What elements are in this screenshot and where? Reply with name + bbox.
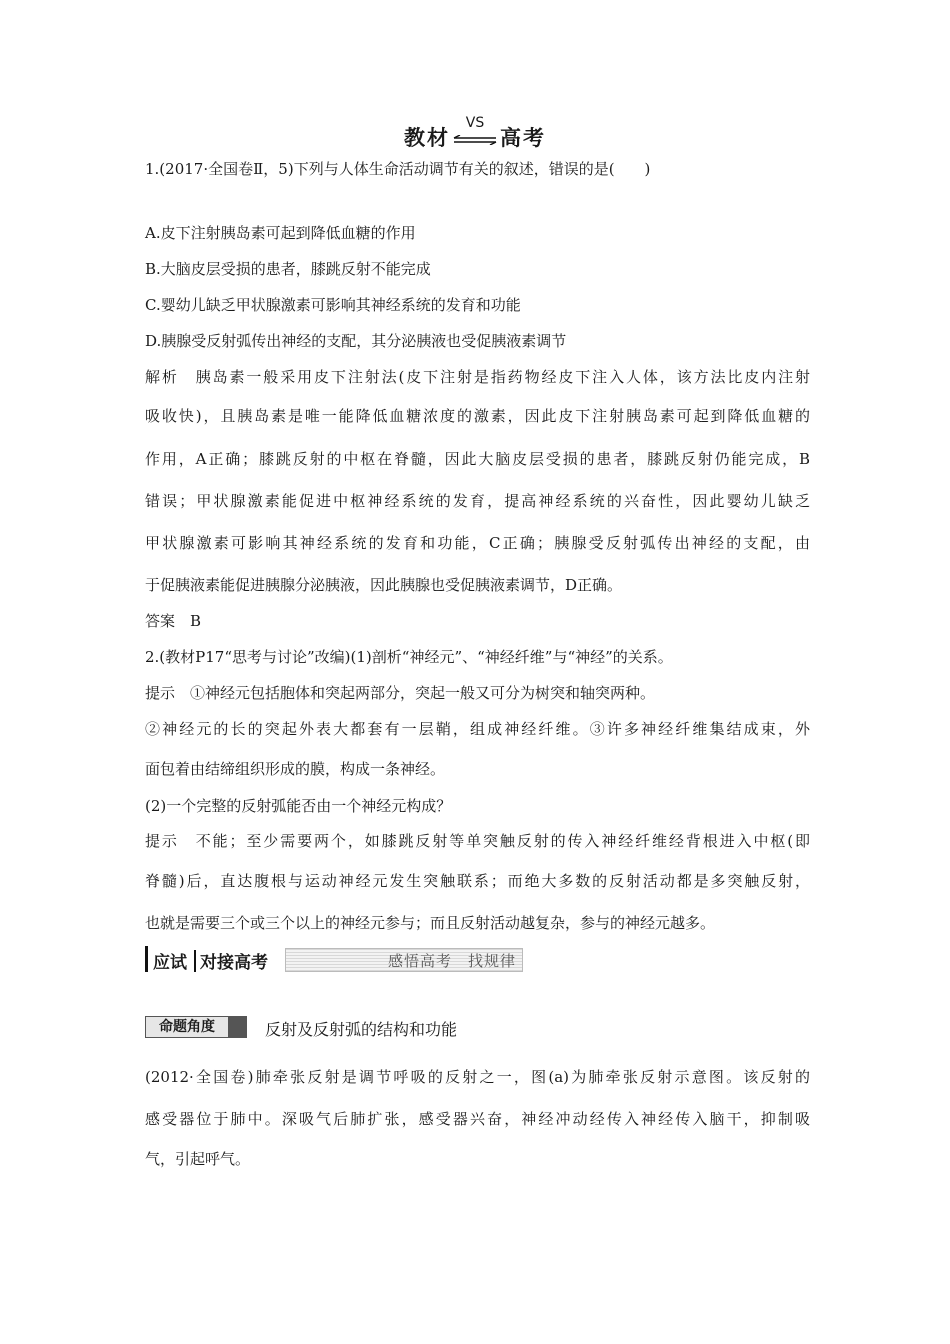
question-2-stem: 2.(教材P17“思考与讨论”改编)(1)剖析“神经元”、“神经纤维”与“神经”的关系。 [145,648,673,666]
hint-line: 提示 不能；至少需要两个，如膝跳反射等单突触反射的传入神经纤维经背根进入中枢(即 [145,832,810,850]
hint-line: 脊髓)后，直达腹根与运动神经元发生突触联系；而绝大多数的反射活动都是多突触反射， [145,872,810,890]
question-1-stem: 1.(2017·全国卷Ⅱ，5)下列与人体生命活动调节有关的叙述，错误的是( ) [145,160,651,178]
section-title-part1: 应试 [153,953,187,973]
topic-tag-block [229,1016,247,1038]
title-left: 教材 [404,126,450,150]
title-right: 高考 [500,126,546,150]
hint-line: ②神经元的长的突起外表大都套有一层鞘，组成神经纤维。③许多神经纤维集结成束，外 [145,720,810,738]
analysis-line: 错误；甲状腺激素能促进中枢神经系统的发育，提高神经系统的兴奋性，因此婴幼儿缺乏 [145,492,810,510]
vs-label: VS [465,115,485,131]
section-title-part2: 对接高考 [200,953,268,973]
body-line: (2012·全国卷)肺牵张反射是调节呼吸的反射之一，图(a)为肺牵张反射示意图。该反射的 [145,1068,810,1086]
section-title [145,946,286,972]
analysis-line: 解析 胰岛素一般采用皮下注射法(皮下注射是指药物经皮下注入人体，该方法比皮内注射 [145,368,810,386]
double-arrow-icon [452,135,498,145]
hint-line: 提示 ①神经元包括胞体和突起两部分，突起一般又可分为树突和轴突两种。 [145,684,656,702]
option-d: D.胰腺受反射弧传出神经的支配，其分泌胰液也受促胰液素调节 [145,332,567,350]
option-c: C.婴幼儿缺乏甲状腺激素可影响其神经系统的发育和功能 [145,296,521,314]
section-header [145,944,525,974]
answer: 答案 B [145,612,202,630]
section-subtitle: 感悟高考 找规律 [387,952,516,970]
section-divider [194,950,196,972]
body-line: 感受器位于肺中。深吸气后肺扩张，感受器兴奋，神经冲动经传入神经传入脑干，抑制吸 [145,1110,810,1128]
topic-tag-label: 命题角度 [145,1016,229,1038]
body-line: 气，引起呼气。 [145,1150,251,1168]
analysis-line: 作用，A正确；膝跳反射的中枢在脊髓，因此大脑皮层受损的患者，膝跳反射仍能完成，B [145,450,810,468]
analysis-line: 于促胰液素能促进胰腺分泌胰液，因此胰腺也受促胰液素调节，D正确。 [145,576,623,594]
section-subtitle-box [285,948,523,972]
topic-title: 反射及反射弧的结构和功能 [265,1020,458,1039]
hint-line: 也就是需要三个或三个以上的神经元参与；而且反射活动越复杂，参与的神经元越多。 [145,914,716,932]
analysis-line: 吸收快)，且胰岛素是唯一能降低血糖浓度的激素，因此皮下注射胰岛素可起到降低血糖的 [145,407,810,425]
question-2-sub: (2)一个完整的反射弧能否由一个神经元构成？ [145,797,452,815]
option-a: A.皮下注射胰岛素可起到降低血糖的作用 [145,224,416,242]
analysis-line: 甲状腺激素可影响其神经系统的发育和功能，C正确；胰腺受反射弧传出神经的支配，由 [145,534,810,552]
option-b: B.大脑皮层受损的患者，膝跳反射不能完成 [145,260,431,278]
vs-arrows [452,115,498,149]
page-title [0,115,950,152]
hint-line: 面包着由结缔组织形成的膜，构成一条神经。 [145,760,446,778]
